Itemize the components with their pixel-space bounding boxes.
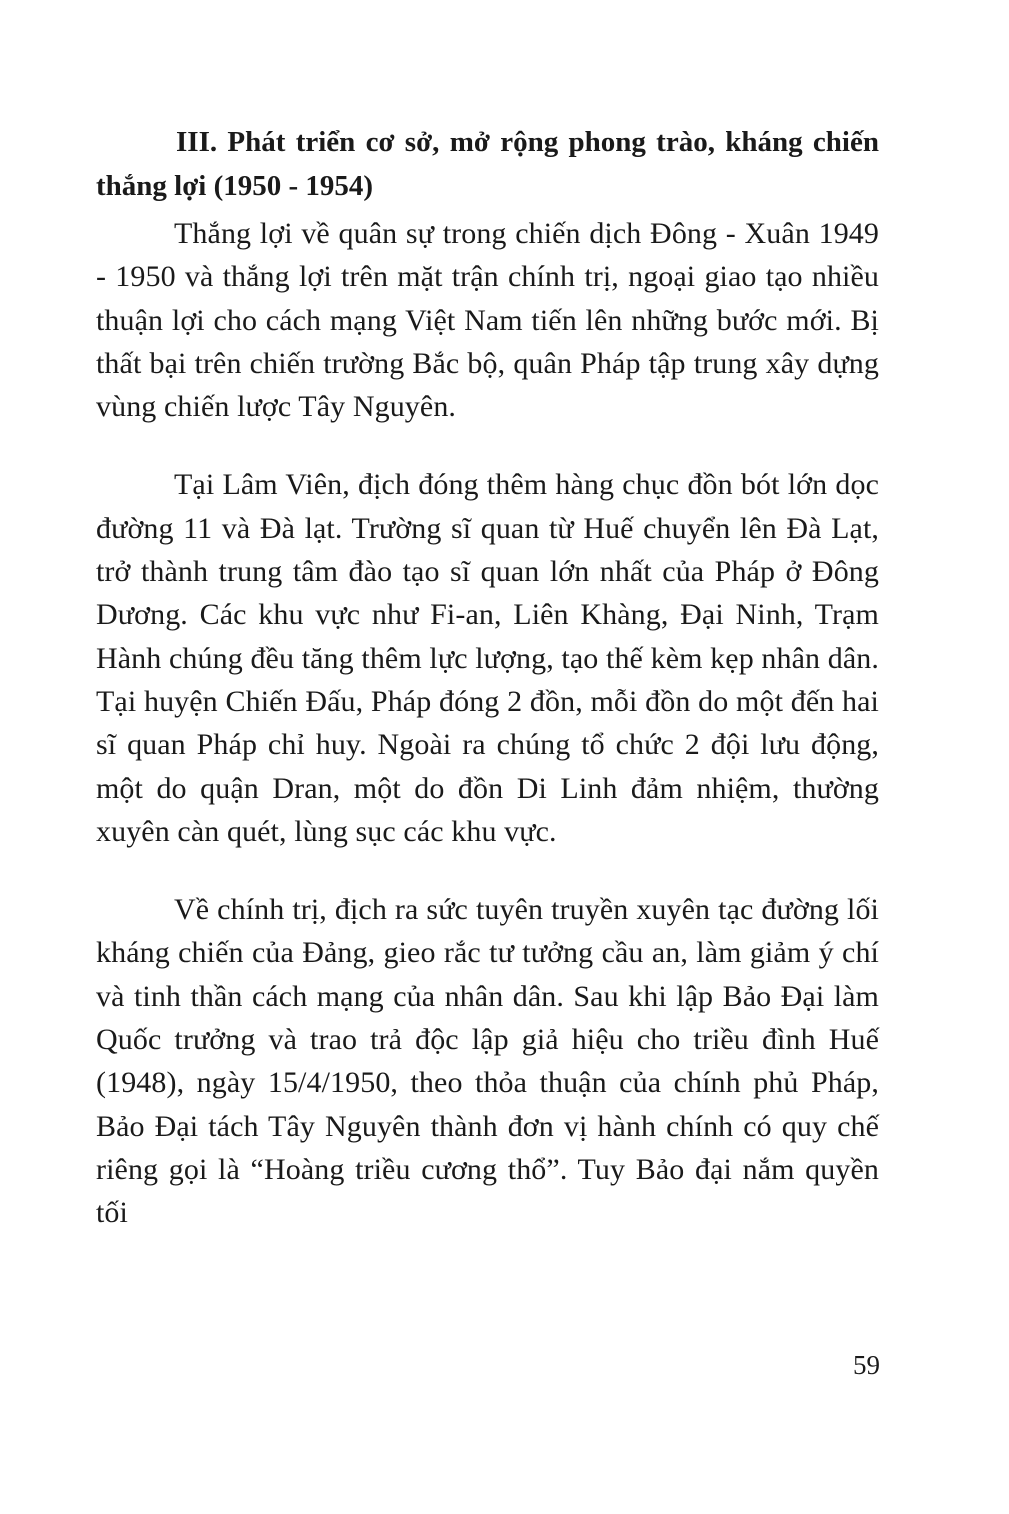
section-heading: III. Phát triển cơ sở, mở rộng phong trào, kháng chiến thắng lợi (1950 - 1954) <box>96 126 879 202</box>
paragraph-1: Thắng lợi về quân sự trong chiến dịch Đông - Xuân 1949 - 1950 và thắng lợi trên mặt trận chính trị, ngoại giao tạo nhiều thuận lợi cho cách mạng Việt Nam tiến lên những bước mới. Bị thất bại trên chiến trường Bắc bộ, quân Pháp tập trung xây dựng vùng chiến lược Tây Nguyên. <box>96 217 879 424</box>
paragraph-3: Về chính trị, địch ra sức tuyên truyền xuyên tạc đường lối kháng chiến của Đảng, gieo rắc tư tưởng cầu an, làm giảm ý chí và tinh thần cách mạng của nhân dân. Sau khi lập Bảo Đại làm Quốc trưởng và trao trả độc lập giả hiệu cho triều đình Huế (1948), ngày 15/4/1950, theo thỏa thuận của chính phủ Pháp, Bảo Đại tách Tây Nguyên thành đơn vị hành chính có quy chế riêng gọi là “Hoàng triều cương thổ”. Tuy Bảo đại nắm quyền tối <box>96 893 879 1230</box>
page-content <box>96 120 879 1235</box>
paragraph-2: Tại Lâm Viên, địch đóng thêm hàng chục đồn bót lớn dọc đường 11 và Đà lạt. Trường sĩ quan từ Huế chuyển lên Đà Lạt, trở thành trung tâm đào tạo sĩ quan lớn nhất của Pháp ở Đông Dương. Các khu vực như Fi-an, Liên Khàng, Đại Ninh, Trạm Hành chúng đều tăng thêm lực lượng, tạo thế kèm kẹp nhân dân. Tại huyện Chiến Đấu, Pháp đóng 2 đồn, mỗi đồn do một đến hai sĩ quan Pháp chỉ huy. Ngoài ra chúng tổ chức 2 đội lưu động, một do quận Dran, một do đồn Di Linh đảm nhiệm, thường xuyên càn quét, lùng sục các khu vực. <box>96 468 879 848</box>
page-number: 59 <box>853 1350 880 1380</box>
